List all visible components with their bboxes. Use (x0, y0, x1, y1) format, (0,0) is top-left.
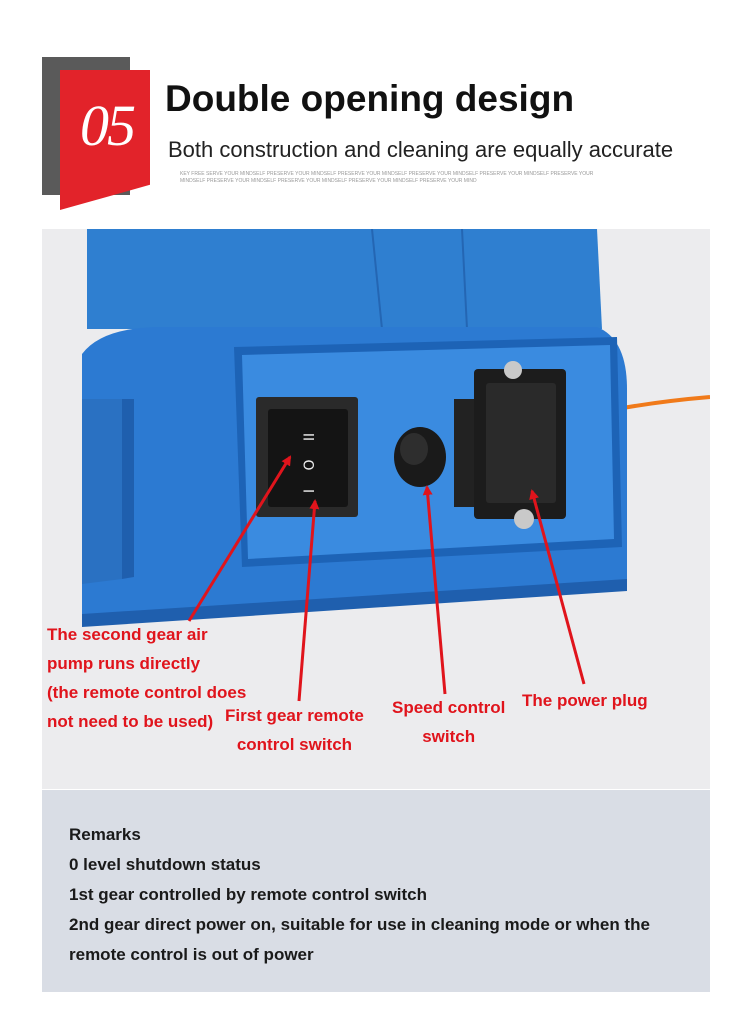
label-speed (392, 693, 505, 751)
switch-symbol-2: II (302, 432, 318, 442)
page-subtitle: Both construction and cleaning are equally accurate (168, 137, 674, 162)
label-first-gear-line1: First gear remote (225, 706, 364, 725)
switch-symbol-1: I (302, 488, 318, 494)
badge-number: 05 (80, 93, 134, 158)
label-second-gear-line4: not need to be used) (47, 712, 214, 731)
remarks-line-1: 0 level shutdown status (69, 855, 261, 874)
remarks-line-3: 2nd gear direct power on, suitable for use in cleaning mode or when the (69, 915, 650, 934)
plug-screw-top (504, 361, 522, 379)
label-second-gear-line3: (the remote control does (47, 683, 247, 702)
label-speed-line1: Speed control (392, 698, 506, 717)
fine-print: KEY FREE SERVE YOUR MINDSELF PRESERVE YOUR MINDSELF PRESERVE YOUR MINDSELF PRESERVE YOUR MINDSELF PRESERVE YOUR MINDSELF PRESERVE YOUR MINDSELF PRESERVE YOUR MINDSELF PRESERVE YOUR MINDSELF PRESERVE YOUR MINDSELF PRESERVE YOUR MIND (180, 171, 594, 184)
label-second-gear (47, 620, 246, 736)
label-power-plug: The power plug (522, 691, 648, 710)
side-fin (82, 399, 122, 584)
plug-screw-bottom (514, 509, 534, 529)
remarks-heading: Remarks (69, 825, 141, 844)
remarks-line-4: remote control is out of power (69, 945, 314, 964)
remarks-line-2: 1st gear controlled by remote control switch (69, 885, 428, 904)
label-first-gear (225, 701, 364, 759)
page-title: Double opening design (165, 78, 575, 119)
remarks-panel (42, 790, 710, 992)
label-speed-line2: switch (422, 727, 476, 746)
switch-symbol-0: O (302, 459, 318, 471)
label-first-gear-line2: control switch (236, 735, 353, 754)
label-second-gear-line1: The second gear air (47, 625, 208, 644)
label-second-gear-line2: pump runs directly (47, 654, 201, 673)
tank-upper (87, 229, 602, 329)
